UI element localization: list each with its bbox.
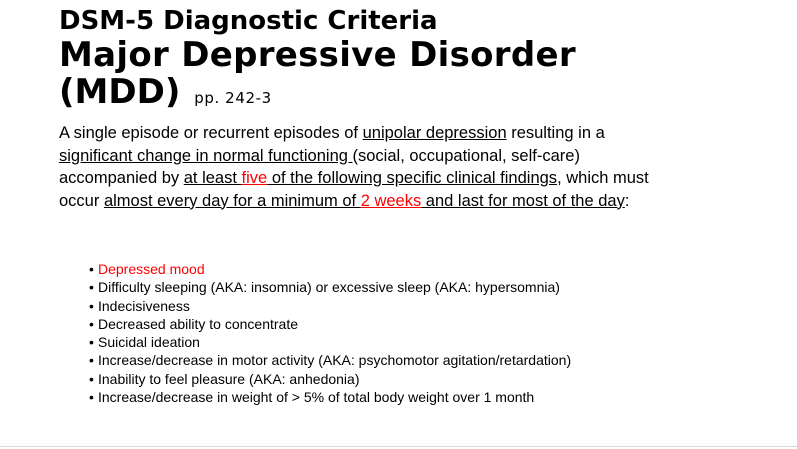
criteria-item-text: Increase/decrease in motor activity (AKA: psychomotor agitation/retardation) [98,352,572,369]
bullet-icon: • [89,352,94,369]
bullet-icon: • [89,389,94,406]
intro-two-weeks: 2 weeks [360,191,422,210]
intro-text-1: A single episode or recurrent episodes of [59,124,363,142]
intro-significant-change: significant change in normal functioning [59,146,353,165]
criteria-item-text: Indecisiveness [98,297,190,314]
bullet-icon: • [89,370,94,387]
criteria-item [89,333,779,351]
page-reference: pp. 242-3 [194,89,272,107]
criteria-item-text: Depressed mood [98,261,205,277]
intro-five: five [241,169,268,187]
intro-almost-every-day: almost every day for a minimum of [103,191,361,210]
slide-subtitle: DSM-5 Diagnostic Criteria [59,6,438,36]
bullet-icon: • [89,334,94,351]
criteria-item-text: Increase/decrease in weight of > 5% of total body weight over 1 month [98,389,535,406]
criteria-item [89,260,779,278]
criteria-item [89,388,779,406]
intro-text-5: : [624,191,630,210]
intro-text-4: , which must occur [59,169,649,210]
intro-at-least: at least [183,169,242,187]
criteria-list [89,260,779,406]
criteria-item [89,278,779,296]
slide-title: Major Depressive Disorder [59,35,576,75]
bullet-icon: • [89,279,94,296]
slide-bottom-divider [0,446,797,447]
intro-findings: of the following specific clinical findings [267,169,558,187]
criteria-item-text: Inability to feel pleasure (AKA: anhedonia) [98,370,360,387]
criteria-item [89,351,779,369]
intro-text-3: (social, occupational, self-care) accompanied by [59,146,580,187]
heading-block [59,6,759,117]
criteria-item-text: Suicidal ideation [98,334,200,351]
criteria-item [89,297,779,315]
bullet-icon: • [89,297,94,314]
criteria-item [89,370,779,388]
slide-title-abbreviation: (MDD) [59,72,181,112]
bullet-icon: • [89,315,94,332]
intro-paragraph [59,122,659,212]
criteria-item [89,315,779,333]
slide-title-abbreviation-line [59,74,759,117]
criteria-item-text: Difficulty sleeping (AKA: insomnia) or excessive sleep (AKA: hypersomnia) [98,279,560,296]
bullet-icon: • [89,261,94,277]
intro-unipolar-depression: unipolar depression [362,124,507,142]
intro-text-2: resulting in a [506,124,605,142]
criteria-item-text: Decreased ability to concentrate [98,315,298,332]
intro-most-of-the-day: and last for most of the day [421,191,625,210]
